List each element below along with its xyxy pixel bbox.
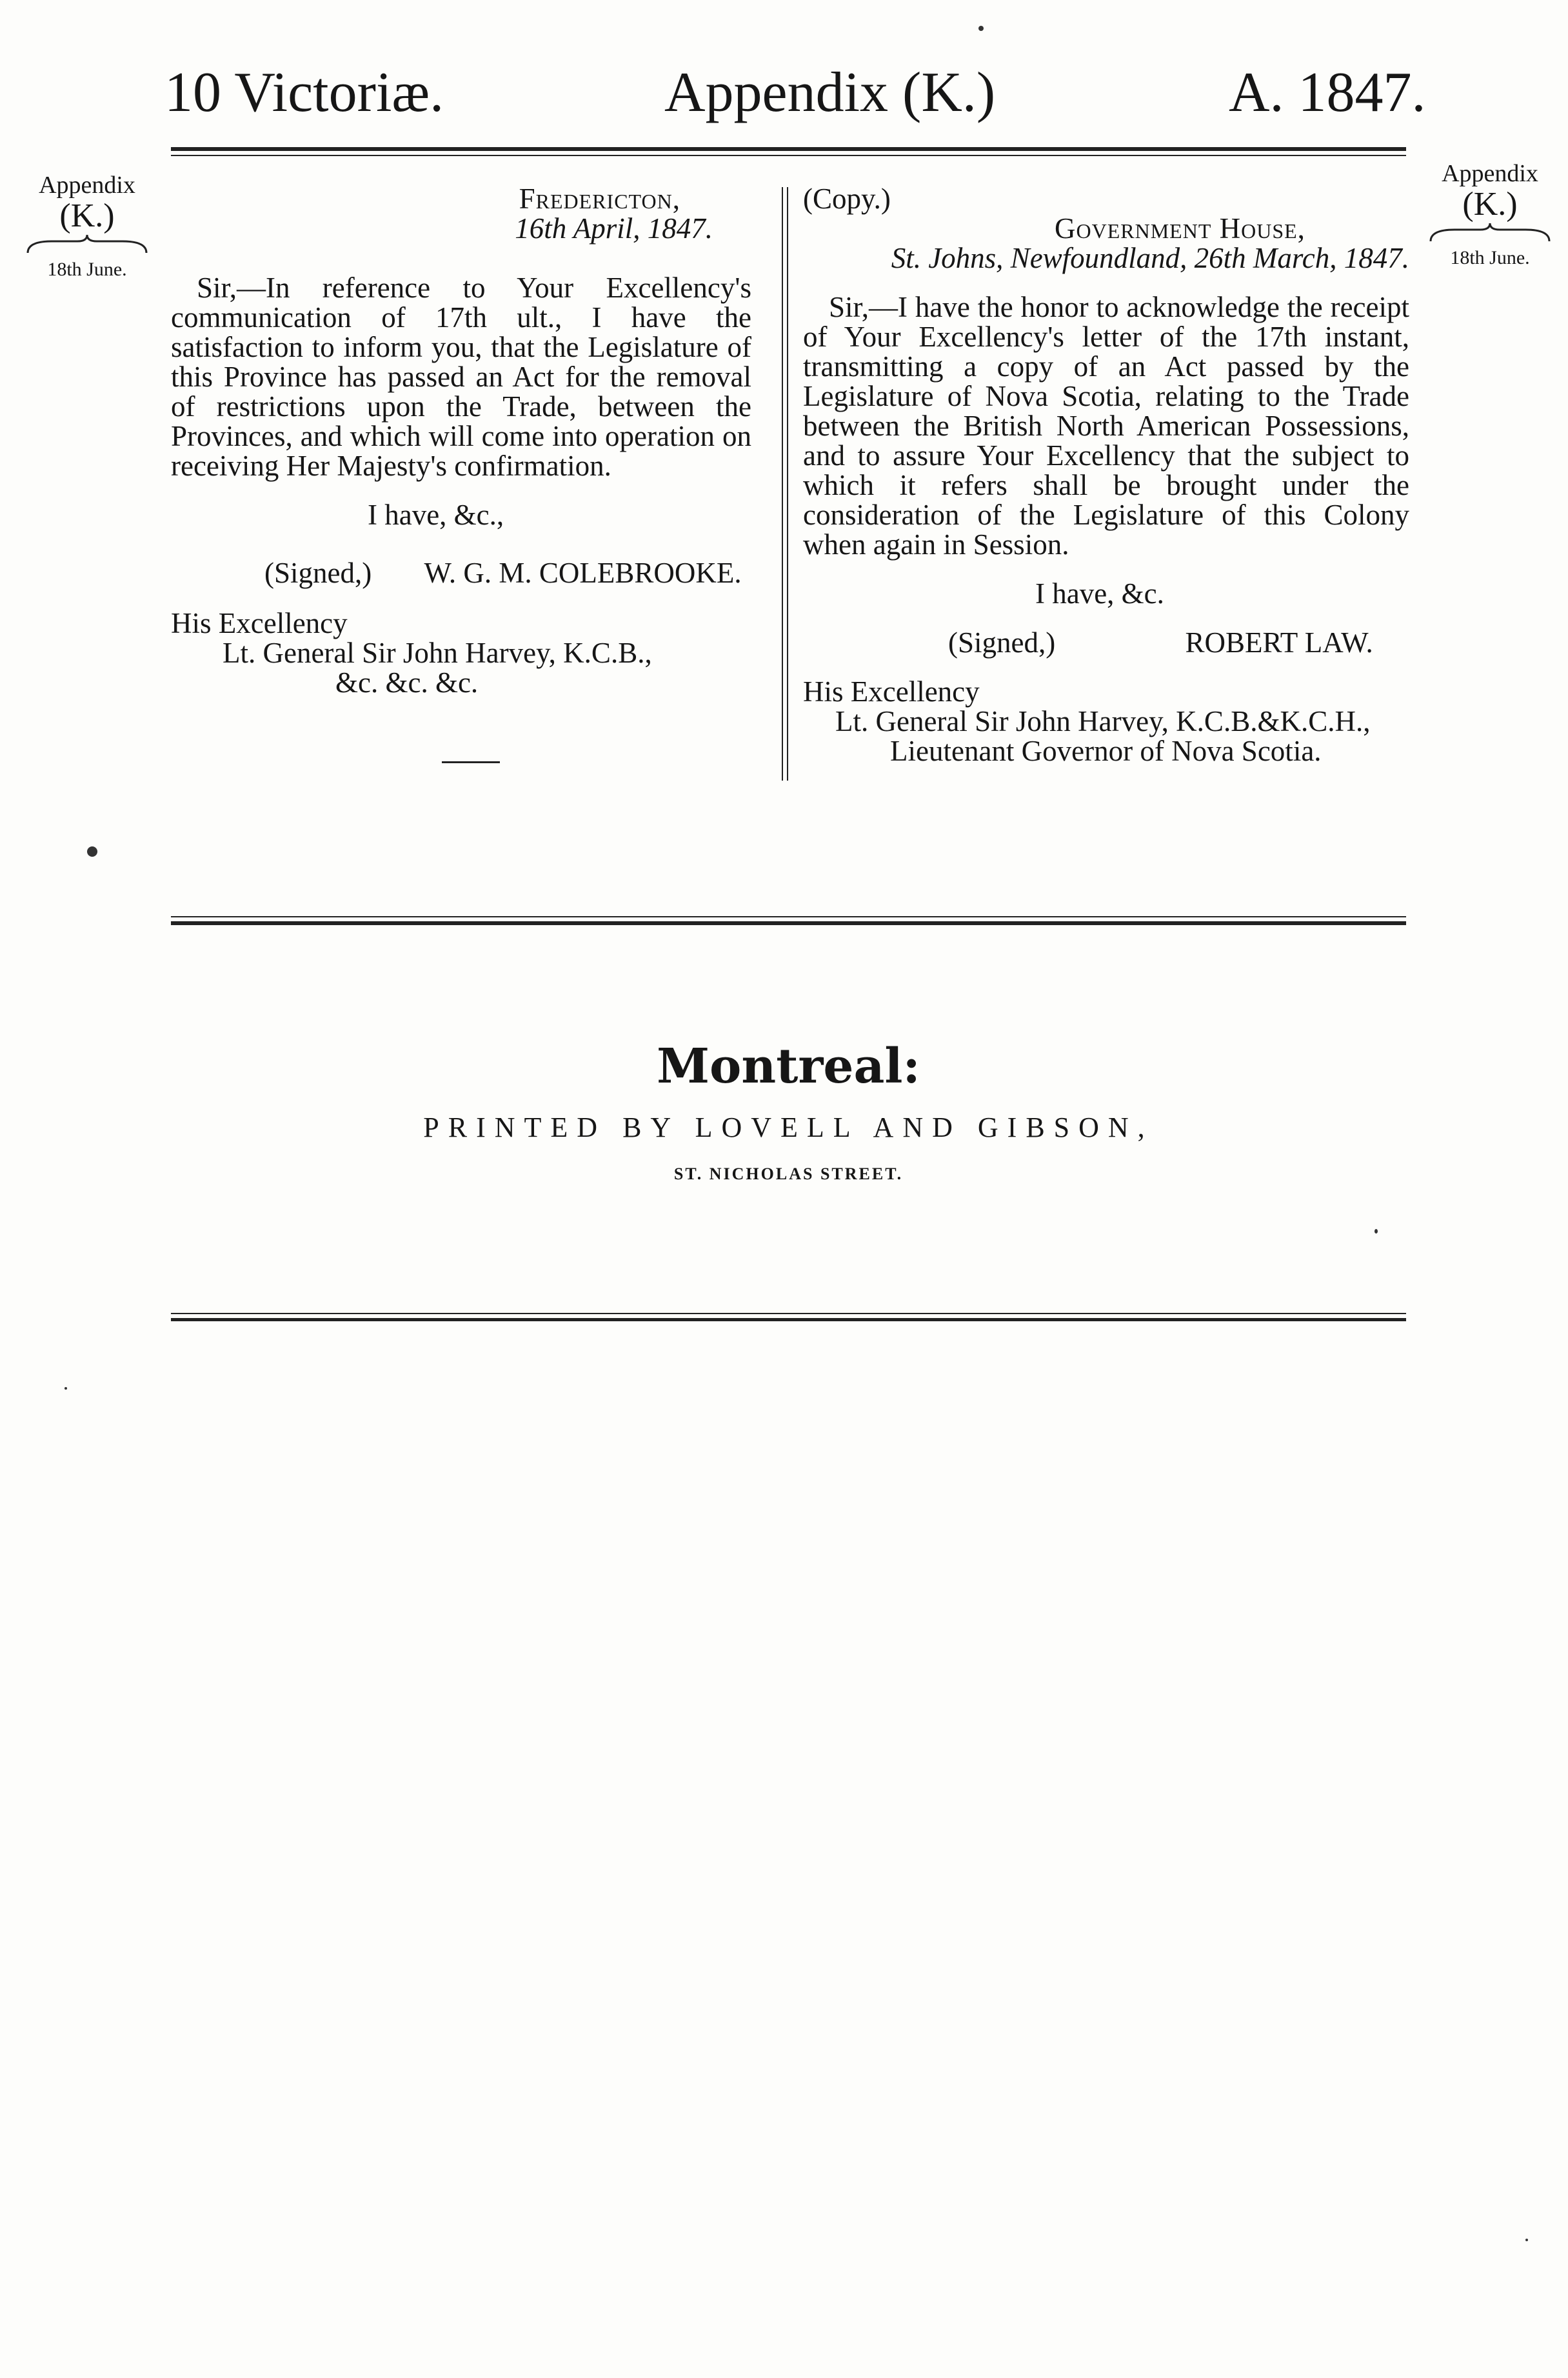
footer-rule-thick — [171, 1318, 1406, 1321]
imprint-street: ST. NICHOLAS STREET. — [673, 1164, 904, 1183]
running-head-regnal-year: 10 Victoriæ. — [164, 61, 444, 124]
letter-date: St. Johns, Newfoundland, 26th March, 1847. — [891, 242, 1409, 274]
margin-note-ref: (K.) — [1462, 185, 1518, 223]
scan-speck — [978, 26, 984, 31]
margin-note-left — [13, 173, 161, 280]
addressee-line: Lieutenant Governor of Nova Scotia. — [890, 735, 1322, 767]
margin-note-label: Appendix — [39, 172, 135, 199]
header-rule-thick — [171, 147, 1406, 151]
brace-icon — [26, 234, 148, 255]
scan-speck — [1374, 1229, 1378, 1234]
margin-note-date: 18th June. — [1450, 247, 1530, 269]
letter-signature-line — [803, 628, 1409, 657]
scan-speck — [87, 846, 97, 857]
copy-note: (Copy.) — [803, 183, 891, 215]
addressee-line: His Excellency — [803, 675, 980, 708]
footer-rule-thin — [171, 1313, 1406, 1314]
section-dash — [442, 761, 500, 763]
letter-place: Government House, — [1055, 212, 1305, 245]
section-rule-thick — [171, 921, 1406, 925]
imprint-city: Montreal: — [657, 1039, 920, 1094]
letter-body: Sir,—In reference to Your Excellency's communication of 17th ult., I have the satisfaction to inform you, that the Legislature of this Province has passed an Act for the removal of restrictions upon the Trade, between the Provinces, and which will come into operation on receiving Her Majesty's confirmation. — [171, 272, 751, 482]
margin-note-date: 18th June. — [47, 259, 127, 281]
margin-note-ref: (K.) — [59, 197, 115, 234]
letter-fredericton — [171, 184, 751, 697]
column-divider-right — [787, 187, 788, 781]
header-rule-thin — [171, 155, 1406, 156]
signer-name: ROBERT LAW. — [1185, 626, 1373, 659]
letter-government-house — [803, 184, 1409, 766]
letter-closing: I have, &c., — [368, 499, 504, 531]
addressee-line: &c. &c. &c. — [335, 666, 479, 699]
running-head-appendix: Appendix (K.) — [664, 61, 996, 124]
letter-body: Sir,—I have the honor to acknowledge the receipt of Your Excellency's letter of the 17th instant, transmitting a copy of an Act passed by the Legislature of Nova Scotia, relating to the Trade between the British North American Possessions, and to assure Your Excellency that the subject to which it refers shall be brought under the consideration of the Legislature of this Colony when again in Session. — [803, 291, 1409, 561]
letter-closing: I have, &c. — [1035, 577, 1164, 610]
scan-speck — [1525, 2239, 1528, 2241]
letter-signature-line — [171, 558, 751, 588]
letter-place: Fredericton, — [519, 183, 680, 215]
addressee-line: Lt. General Sir John Harvey, K.C.B., — [223, 637, 652, 669]
margin-note-right — [1416, 161, 1564, 268]
letter-addressee — [171, 608, 751, 697]
section-rule-thin — [171, 916, 1406, 917]
margin-note-label: Appendix — [1442, 160, 1538, 187]
letter-addressee — [803, 677, 1409, 766]
column-divider-left — [782, 187, 783, 781]
brace-icon — [1429, 222, 1551, 244]
printer-imprint — [171, 1039, 1406, 1184]
addressee-line: Lt. General Sir John Harvey, K.C.B.&K.C.H., — [835, 705, 1371, 737]
scan-speck — [65, 1387, 67, 1390]
imprint-printer: PRINTED BY LOVELL AND GIBSON, — [423, 1112, 1154, 1143]
signer-name: W. G. M. COLEBROOKE. — [424, 557, 742, 589]
letter-date: 16th April, 1847. — [515, 212, 713, 245]
signed-label: (Signed,) — [948, 626, 1056, 659]
running-head-year: A. 1847. — [1229, 61, 1426, 124]
addressee-line: His Excellency — [171, 607, 348, 639]
signed-label: (Signed,) — [264, 557, 372, 589]
